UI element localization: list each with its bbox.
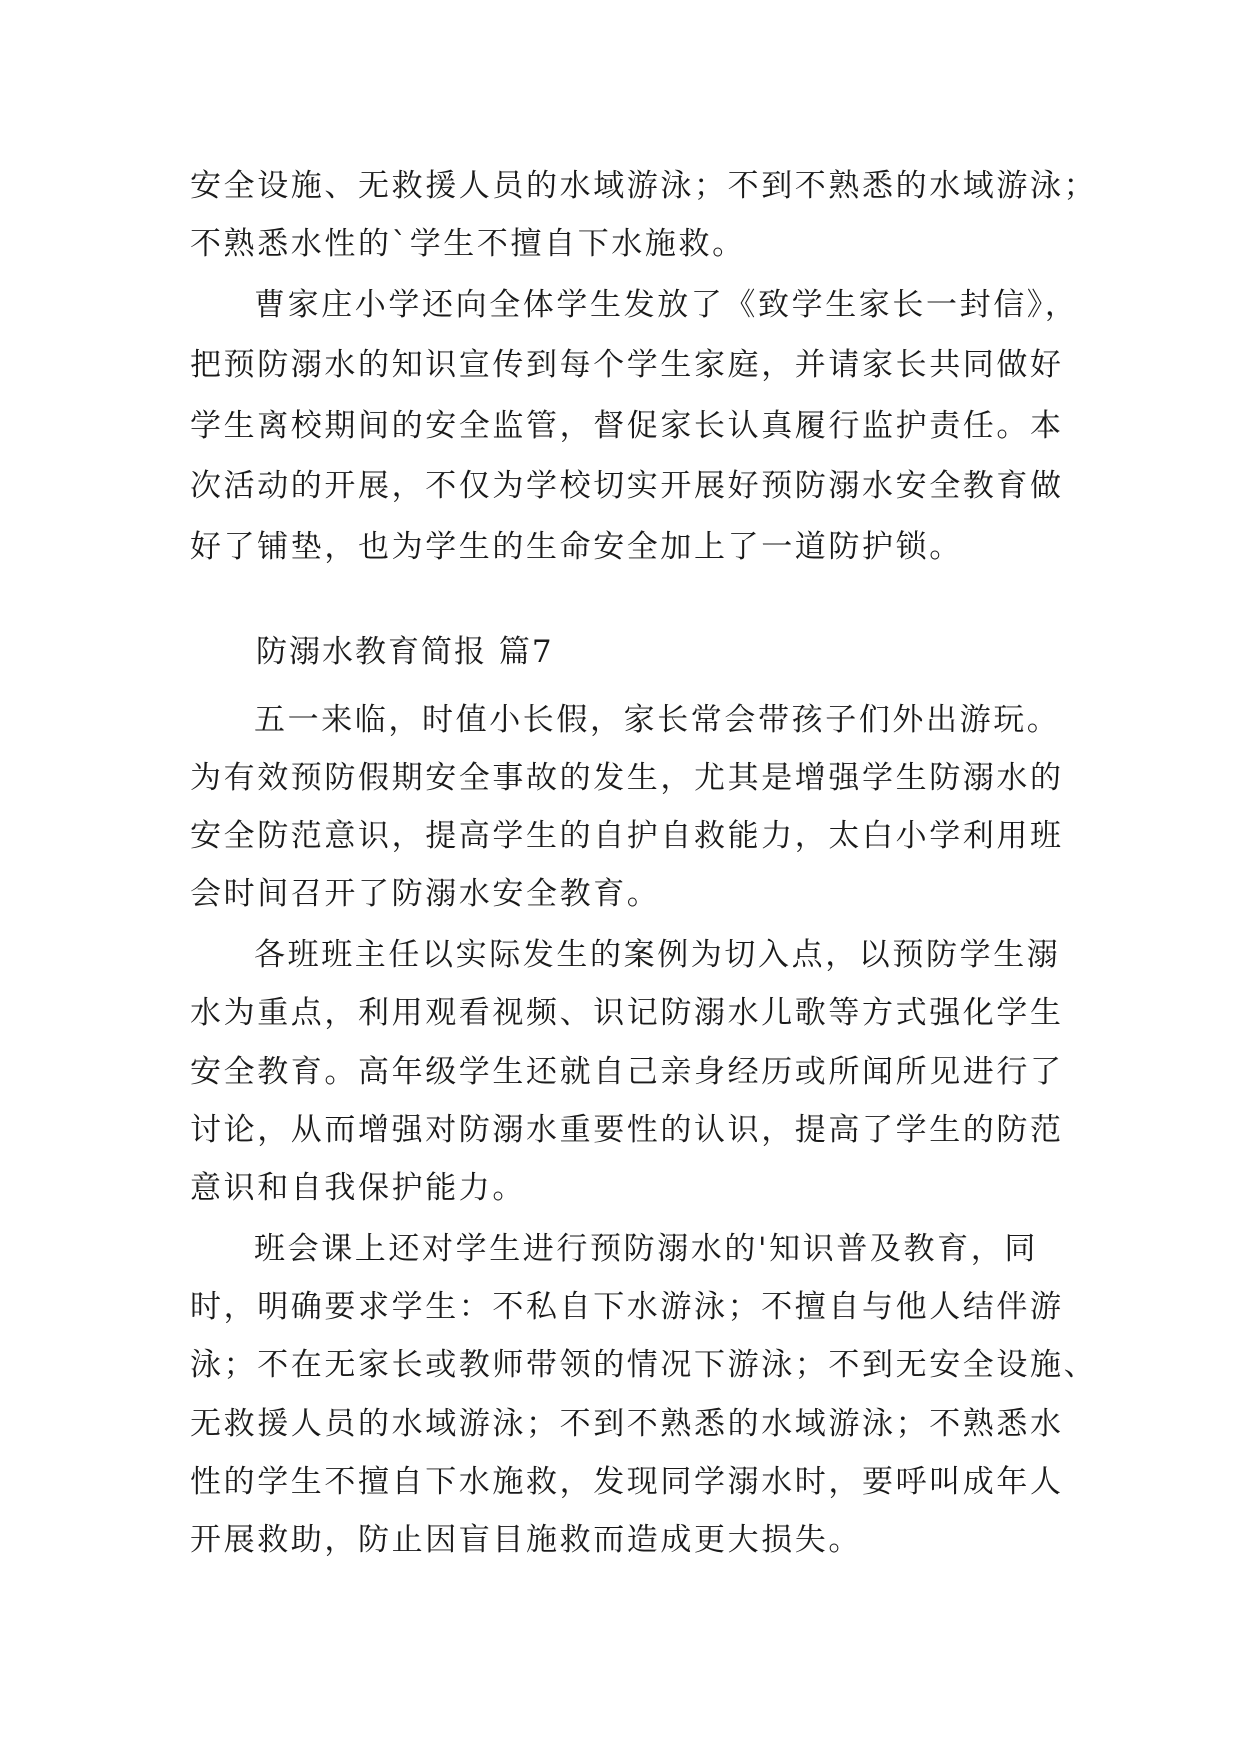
text-line: 泳；不在无家长或教师带领的情况下游泳；不到无安全设施、 xyxy=(190,1347,1098,1383)
text-line: 性的学生不擅自下水施救，发现同学溺水时，要呼叫成年人 xyxy=(190,1464,1064,1500)
text-line: 安全防范意识，提高学生的自护自救能力，太白小学利用班 xyxy=(190,818,1064,854)
text-line: 各班班主任以实际发生的案例为切入点，以预防学生溺 xyxy=(254,937,1061,973)
text-line: 开展救助，防止因盲目施救而造成更大损失。 xyxy=(190,1522,862,1558)
text-line: 安全教育。高年级学生还就自己亲身经历或所闻所见进行了 xyxy=(190,1054,1064,1090)
text-line: 不熟悉水性的`学生不擅自下水施救。 xyxy=(190,226,746,262)
text-line: 意识和自我保护能力。 xyxy=(190,1170,526,1206)
text-line: 讨论，从而增强对防溺水重要性的认识，提高了学生的防范 xyxy=(190,1112,1064,1148)
text-line: 为有效预防假期安全事故的发生，尤其是增强学生防溺水的 xyxy=(190,760,1064,796)
text-line: 五一来临，时值小长假，家长常会带孩子们外出游玩。 xyxy=(254,702,1061,738)
text-line: 水为重点，利用观看视频、识记防溺水儿歌等方式强化学生 xyxy=(190,995,1064,1031)
text-line: 好了铺垫，也为学生的生命安全加上了一道防护锁。 xyxy=(190,529,963,565)
text-line: 安全设施、无救援人员的水域游泳；不到不熟悉的水域游泳； xyxy=(190,168,1098,204)
section-heading: 防溺水教育简报 篇7 xyxy=(256,634,554,670)
text-line: 班会课上还对学生进行预防溺水的'知识普及教育，同 xyxy=(254,1231,1038,1267)
text-line: 学生离校期间的安全监管，督促家长认真履行监护责任。本 xyxy=(190,408,1064,444)
text-line: 无救援人员的水域游泳；不到不熟悉的水域游泳；不熟悉水 xyxy=(190,1406,1064,1442)
text-line: 时，明确要求学生：不私自下水游泳；不擅自与他人结伴游 xyxy=(190,1289,1064,1325)
text-line: 次活动的开展，不仅为学校切实开展好预防溺水安全教育做 xyxy=(190,468,1064,504)
text-line: 把预防溺水的知识宣传到每个学生家庭，并请家长共同做好 xyxy=(190,347,1064,383)
text-line: 曹家庄小学还向全体学生发放了《致学生家长一封信》， xyxy=(254,287,1079,323)
text-line: 会时间召开了防溺水安全教育。 xyxy=(190,876,661,912)
